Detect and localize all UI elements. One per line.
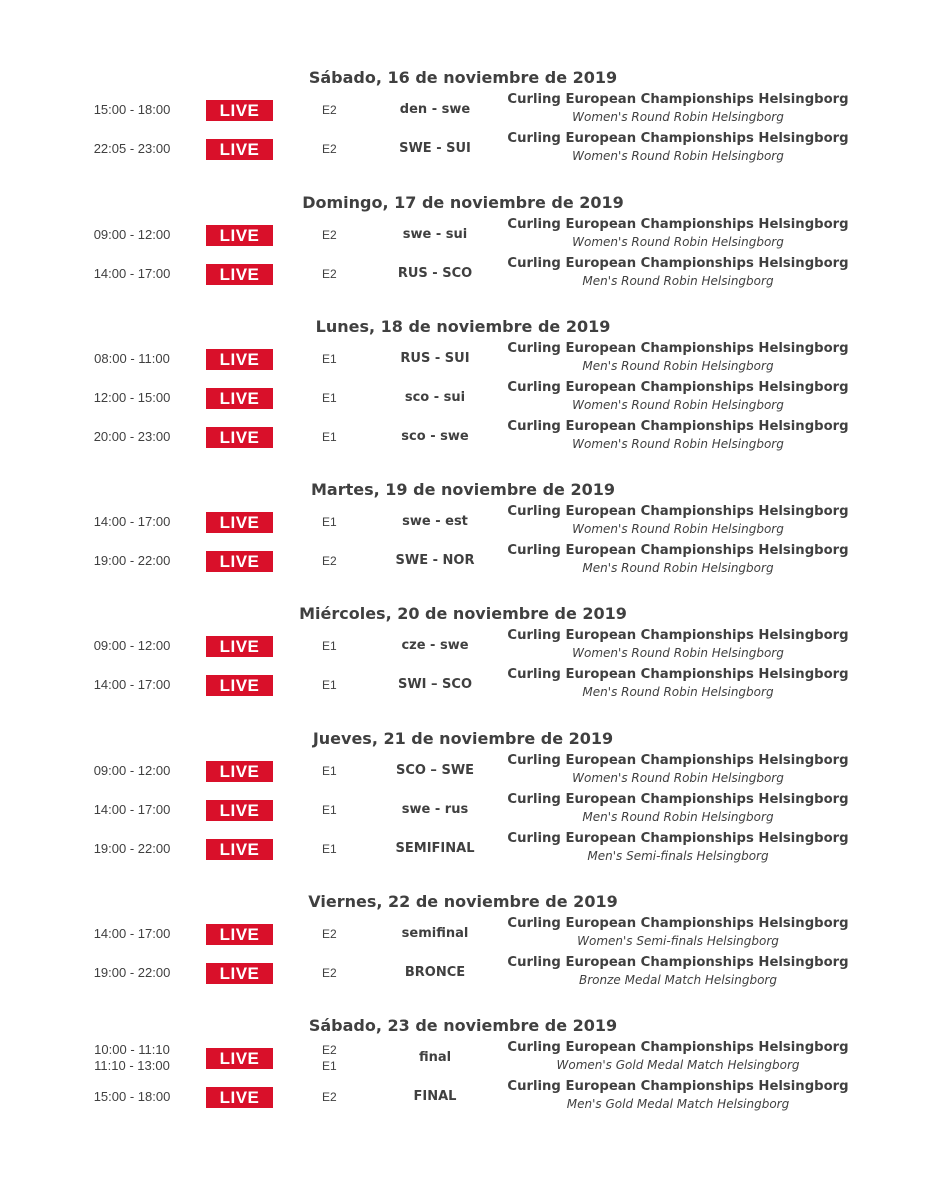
event-subtitle: Women's Round Robin Helsingborg [572,149,784,163]
match-time: 10:00 - 11:10 [94,1042,170,1057]
event-subtitle: Women's Gold Medal Match Helsingborg [556,1058,800,1072]
match-teams: SWI – SCO [397,677,473,692]
match-channel: E2 [322,966,337,980]
live-button[interactable]: LIVE [206,100,273,121]
event-subtitle: Women's Round Robin Helsingborg [572,235,784,249]
event-title: Curling European Championships Helsingborg [507,1040,849,1055]
match-channel: E1 [322,678,337,692]
match-channel: E1 [322,352,337,366]
event-subtitle: Men's Round Robin Helsingborg [582,561,774,575]
event-subtitle: Women's Round Robin Helsingborg [572,522,784,536]
event-subtitle: Men's Gold Medal Match Helsingborg [566,1097,790,1111]
match-channel: E1 [322,515,337,529]
event-title: Curling European Championships Helsingborg [507,916,849,931]
event-title: Curling European Championships Helsingborg [507,341,849,356]
day-heading: Domingo, 17 de noviembre de 2019 [302,193,624,212]
match-time: 19:00 - 22:00 [93,553,171,568]
event-subtitle: Women's Semi-finals Helsingborg [577,934,779,948]
live-button[interactable]: LIVE [206,388,273,409]
event-subtitle: Men's Round Robin Helsingborg [582,274,774,288]
match-time: 14:00 - 17:00 [93,677,171,692]
match-teams: sco - sui [404,390,466,405]
event-subtitle: Men's Round Robin Helsingborg [582,685,774,699]
match-teams: final [418,1050,452,1065]
live-button[interactable]: LIVE [206,264,273,285]
day-heading: Jueves, 21 de noviembre de 2019 [312,729,614,748]
match-teams: swe - sui [402,227,468,242]
event-subtitle: Women's Round Robin Helsingborg [572,771,784,785]
match-teams: BRONCE [404,965,466,980]
match-teams: cze - swe [401,638,469,653]
event-subtitle: Women's Round Robin Helsingborg [572,110,784,124]
event-subtitle: Men's Round Robin Helsingborg [582,810,774,824]
event-subtitle: Women's Round Robin Helsingborg [572,437,784,451]
event-title: Curling European Championships Helsingborg [507,753,849,768]
match-time: 09:00 - 12:00 [93,763,171,778]
match-channel: E1 [322,803,337,817]
live-button[interactable]: LIVE [206,839,273,860]
day-heading: Sábado, 23 de noviembre de 2019 [308,1016,618,1035]
day-heading: Sábado, 16 de noviembre de 2019 [308,68,618,87]
event-subtitle: Women's Round Robin Helsingborg [572,646,784,660]
match-channel: E1 [322,842,337,856]
match-channel: E2 [322,927,337,941]
match-channel: E2 [322,1090,337,1104]
match-teams: RUS - SCO [397,266,473,281]
match-time: 20:00 - 23:00 [93,429,171,444]
match-time: 14:00 - 17:00 [93,802,171,817]
match-time: 15:00 - 18:00 [93,1089,171,1104]
event-title: Curling European Championships Helsingborg [507,543,849,558]
match-teams: SWE - NOR [395,553,475,568]
event-title: Curling European Championships Helsingborg [507,380,849,395]
event-subtitle: Men's Round Robin Helsingborg [582,359,774,373]
live-button[interactable]: LIVE [206,1048,273,1069]
event-title: Curling European Championships Helsingborg [507,667,849,682]
live-button[interactable]: LIVE [206,349,273,370]
live-button[interactable]: LIVE [206,963,273,984]
live-button[interactable]: LIVE [206,761,273,782]
match-channel: E1 [322,430,337,444]
event-title: Curling European Championships Helsingborg [507,504,849,519]
live-button[interactable]: LIVE [206,427,273,448]
live-button[interactable]: LIVE [206,551,273,572]
live-button[interactable]: LIVE [206,636,273,657]
match-time: 12:00 - 15:00 [93,390,171,405]
day-heading: Lunes, 18 de noviembre de 2019 [315,317,611,336]
match-channel: E2 [322,103,337,117]
match-channel: E1 [322,639,337,653]
event-title: Curling European Championships Helsingborg [507,1079,849,1094]
match-teams: SWE - SUI [399,141,471,156]
event-title: Curling European Championships Helsingborg [507,217,849,232]
match-time: 15:00 - 18:00 [93,102,171,117]
match-channel: E1 [322,764,337,778]
match-teams: den - swe [399,102,471,117]
live-button[interactable]: LIVE [206,675,273,696]
event-title: Curling European Championships Helsingborg [507,792,849,807]
event-title: Curling European Championships Helsingborg [507,92,849,107]
match-channel: E2 [322,267,337,281]
event-title: Curling European Championships Helsingborg [507,131,849,146]
event-subtitle: Bronze Medal Match Helsingborg [579,973,777,987]
match-time: 09:00 - 12:00 [93,638,171,653]
live-button[interactable]: LIVE [206,800,273,821]
event-title: Curling European Championships Helsingborg [507,628,849,643]
day-heading: Miércoles, 20 de noviembre de 2019 [299,604,627,623]
match-time: 09:00 - 12:00 [93,227,171,242]
match-time: 22:05 - 23:00 [93,141,171,156]
match-channel: E1 [322,391,337,405]
match-time: 14:00 - 17:00 [93,926,171,941]
match-teams: SEMIFINAL [395,841,475,856]
event-title: Curling European Championships Helsingborg [507,955,849,970]
match-teams: swe - rus [401,802,469,817]
live-button[interactable]: LIVE [206,139,273,160]
match-channel-secondary: E1 [322,1059,337,1073]
match-teams: sco - swe [401,429,469,444]
day-heading: Viernes, 22 de noviembre de 2019 [308,892,618,911]
event-subtitle: Men's Semi-finals Helsingborg [587,849,769,863]
match-time: 19:00 - 22:00 [93,841,171,856]
match-channel: E2 [322,554,337,568]
match-time: 19:00 - 22:00 [93,965,171,980]
event-title: Curling European Championships Helsingborg [507,419,849,434]
match-channel: E2 [322,228,337,242]
day-heading: Martes, 19 de noviembre de 2019 [311,480,615,499]
match-time: 14:00 - 17:00 [93,514,171,529]
match-channel: E2 [322,142,337,156]
match-teams: swe - est [402,514,468,529]
event-title: Curling European Championships Helsingborg [507,831,849,846]
match-teams: RUS - SUI [400,351,470,366]
match-time: 08:00 - 11:00 [94,351,170,366]
match-teams: SCO – SWE [395,763,475,778]
live-button[interactable]: LIVE [206,924,273,945]
match-channel: E2 [322,1043,337,1057]
match-teams: FINAL [413,1089,457,1104]
match-time: 14:00 - 17:00 [93,266,171,281]
live-button[interactable]: LIVE [206,1087,273,1108]
event-title: Curling European Championships Helsingborg [507,256,849,271]
live-button[interactable]: LIVE [206,512,273,533]
live-button[interactable]: LIVE [206,225,273,246]
match-time-secondary: 11:10 - 13:00 [94,1058,170,1073]
event-subtitle: Women's Round Robin Helsingborg [572,398,784,412]
match-teams: semifinal [401,926,469,941]
